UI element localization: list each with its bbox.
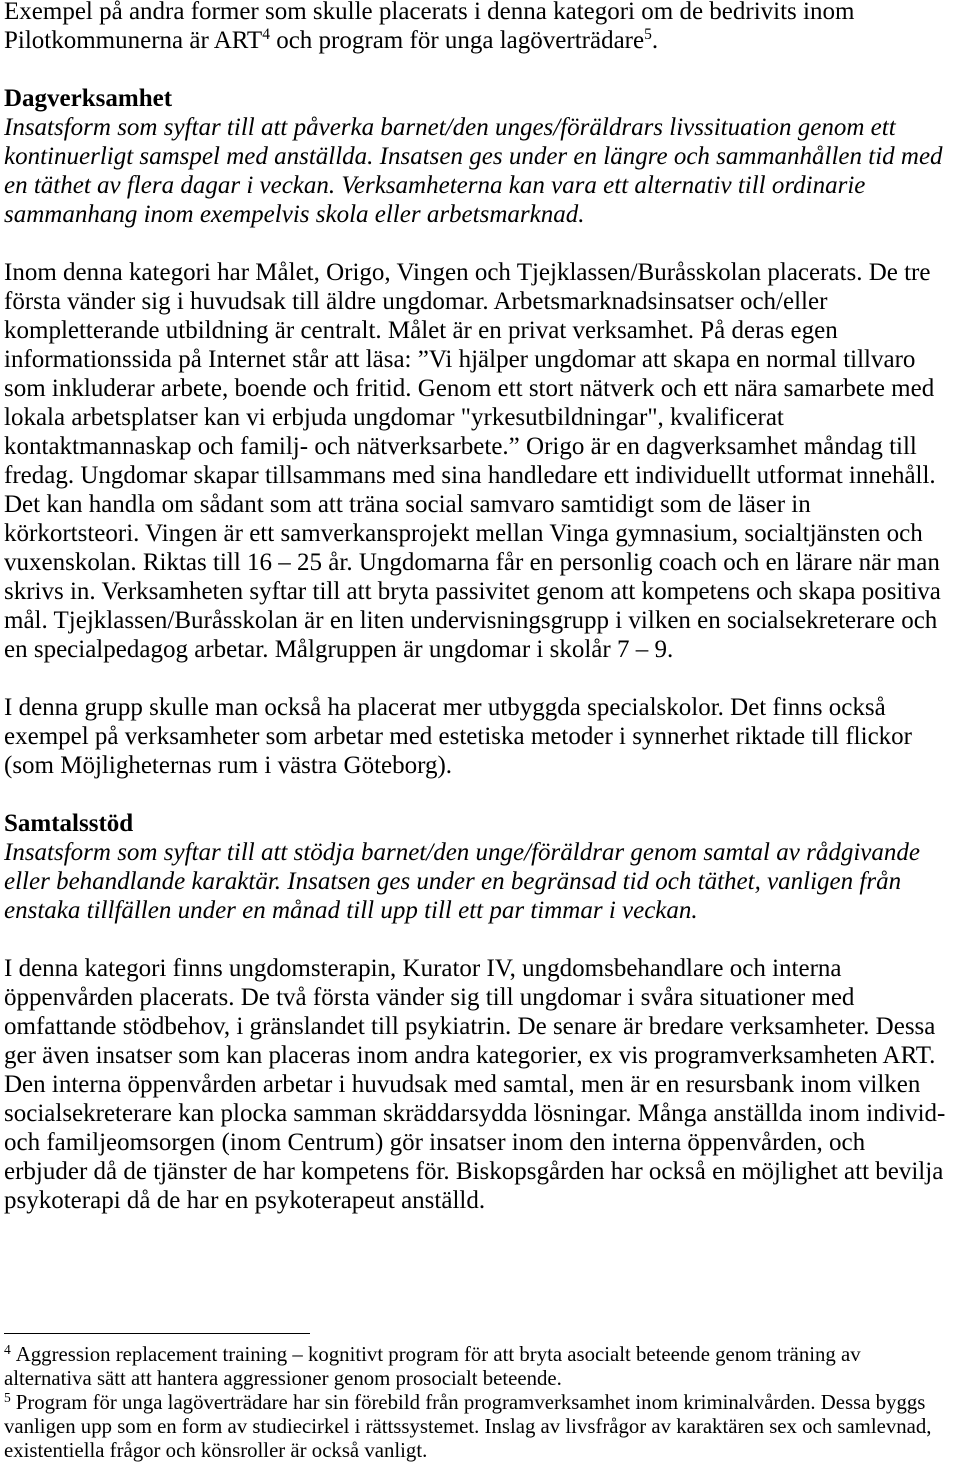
text-line: eller behandlande karaktär. Insatsen ges under en begränsad tid och täthet, vanligen från	[4, 868, 902, 895]
text-line: öppenvården placerats. De två första vänder sig till ungdomar i svåra situationer med	[4, 984, 855, 1011]
footnote-separator	[4, 1333, 310, 1334]
text-line: kompletterande utbildning är centralt. Målet är en privat verksamhet. På deras egen	[4, 317, 838, 344]
text-line: Insatsform som syftar till att stödja barnet/den unge/föräldrar genom samtal av rådgivande	[4, 839, 920, 866]
text-line: fredag. Ungdomar skapar tillsammans med sina handledare ett individuellt utformat innehåll.	[4, 462, 936, 489]
footnote-number: 4	[4, 1342, 11, 1358]
text-line	[4, 26, 956, 55]
text-line	[4, 1391, 956, 1415]
definition-paragraph	[4, 838, 956, 925]
text-line: lokala arbetsplatser kan vi erbjuda ungdomar "yrkesutbildningar", kvalificerat	[4, 404, 784, 431]
text-line: Inom denna kategori har Målet, Origo, Vingen och Tjejklassen/Buråsskolan placerats. De tre	[4, 259, 931, 286]
footnotes	[4, 1343, 956, 1463]
text-line: sammanhang inom exempelvis skola eller arbetsmarknad.	[4, 201, 585, 228]
text-line: alternativa sätt att hantera aggressioner genom prosocialt beteende.	[4, 1367, 562, 1390]
footnote-4	[4, 1343, 956, 1391]
text-line: vuxenskolan. Riktas till 16 – 25 år. Ungdomarna får en personlig coach och en lärare när man	[4, 549, 940, 576]
text-line: första vänder sig i huvudsak till äldre ungdomar. Arbetsmarknadsinsatser och/eller	[4, 288, 828, 315]
text-segment: och program för unga lagöverträdare	[269, 27, 645, 54]
text-line: Insatsform som syftar till att påverka barnet/den unges/föräldrars livssituation genom ett	[4, 114, 896, 141]
body-paragraph	[4, 258, 956, 664]
section-samtalsstod	[4, 809, 956, 1215]
text-line: mål. Tjejklassen/Buråsskolan är en liten undervisningsgrupp i vilken en socialsekreterare och	[4, 607, 938, 634]
text-line: ger även insatser som kan placeras inom andra kategorier, ex vis programverksamheten ART.	[4, 1042, 936, 1069]
text-line: Den interna öppenvården arbetar i huvudsak med samtal, men är en resursbank inom vilken	[4, 1071, 921, 1098]
text-line: informationssida på Internet står att läsa: ”Vi hjälper ungdomar att skapa en normal tillvaro	[4, 346, 916, 373]
text-line: och familjeomsorgen (inom Centrum) gör insatser inom den interna öppenvården, och	[4, 1129, 866, 1156]
text-line: socialsekreterare kan plocka samman skräddarsydda lösningar. Många anställda inom individ-	[4, 1100, 946, 1127]
text-line: erbjuder då de tjänster de har kompetens för. Biskopsgården har också en möjlighet att bevilja	[4, 1158, 944, 1185]
text-line: körkortsteori. Vingen är ett samverkansprojekt mellan Vinga gymnasium, socialtjänsten och	[4, 520, 923, 547]
text-line	[4, 1343, 956, 1367]
text-line: enstaka tillfällen under en månad till upp till ett par timmar i veckan.	[4, 897, 698, 924]
text-line: existentiella frågor och könsroller är också vanligt.	[4, 1439, 428, 1462]
footnote-5	[4, 1391, 956, 1463]
text-line: I denna grupp skulle man också ha placerat mer utbyggda specialskolor. Det finns också	[4, 694, 886, 721]
text-line: kontinuerligt samspel med anställda. Insatsen ges under en längre och sammanhållen tid med	[4, 143, 943, 170]
text-line: som inkluderar arbete, boende och fritid. Genom ett stort nätverk och ett nära samarbete med	[4, 375, 935, 402]
text-segment: Pilotkommunerna är ART	[4, 27, 263, 54]
text-segment: Aggression replacement training – kognitivt program för att bryta asocialt beteende genom träning av	[15, 1343, 861, 1366]
text-line: I denna kategori finns ungdomsterapin, Kurator IV, ungdomsbehandlare och interna	[4, 955, 842, 982]
text-line: exempel på verksamheter som arbetar med estetiska metoder i synnerhet riktade till flickor	[4, 723, 912, 750]
section-heading: Dagverksamhet	[4, 85, 173, 112]
text-line: vanligen upp som en form av studiecirkel i rättssystemet. Inslag av livsfrågor av karaktären sex och samlevnad,	[4, 1415, 932, 1438]
body-paragraph	[4, 954, 956, 1215]
text-segment: .	[651, 27, 659, 54]
intro-paragraph	[4, 0, 956, 55]
text-line: kontaktmannaskap och familj- och nätverksarbete.” Origo är en dagverksamhet måndag till	[4, 433, 917, 460]
text-line: en täthet av flera dagar i veckan. Verksamheterna kan vara ett alternativ till ordinarie	[4, 172, 866, 199]
text-line: (som Möjligheternas rum i västra Göteborg).	[4, 752, 453, 779]
footnote-number: 5	[4, 1390, 11, 1406]
footnote-ref-5: 5	[644, 26, 652, 44]
section-heading: Samtalsstöd	[4, 810, 134, 837]
footnote-ref-4: 4	[262, 26, 270, 44]
text-line: omfattande stödbehov, i gränslandet till psykiatrin. De senare är bredare verksamheter. Dessa	[4, 1013, 936, 1040]
text-line: en specialpedagog arbetar. Målgruppen är ungdomar i skolår 7 – 9.	[4, 636, 674, 663]
text-line: psykoterapi då de har en psykoterapeut anställd.	[4, 1187, 486, 1214]
definition-paragraph	[4, 113, 956, 229]
body-paragraph	[4, 693, 956, 780]
body-text	[4, 0, 956, 1215]
text-line: Exempel på andra former som skulle placerats i denna kategori om de bedrivits inom	[4, 0, 855, 25]
section-dagverksamhet	[4, 84, 956, 780]
text-line: Det kan handla om sådant som att träna social samvaro samtidigt som de läser in	[4, 491, 811, 518]
text-segment: Program för unga lagöverträdare har sin förebild från programverksamhet inom kriminalvården. Dessa byggs	[15, 1391, 926, 1414]
text-line: skrivs in. Verksamheten syftar till att bryta passivitet genom att kompetens och skapa positiva	[4, 578, 941, 605]
